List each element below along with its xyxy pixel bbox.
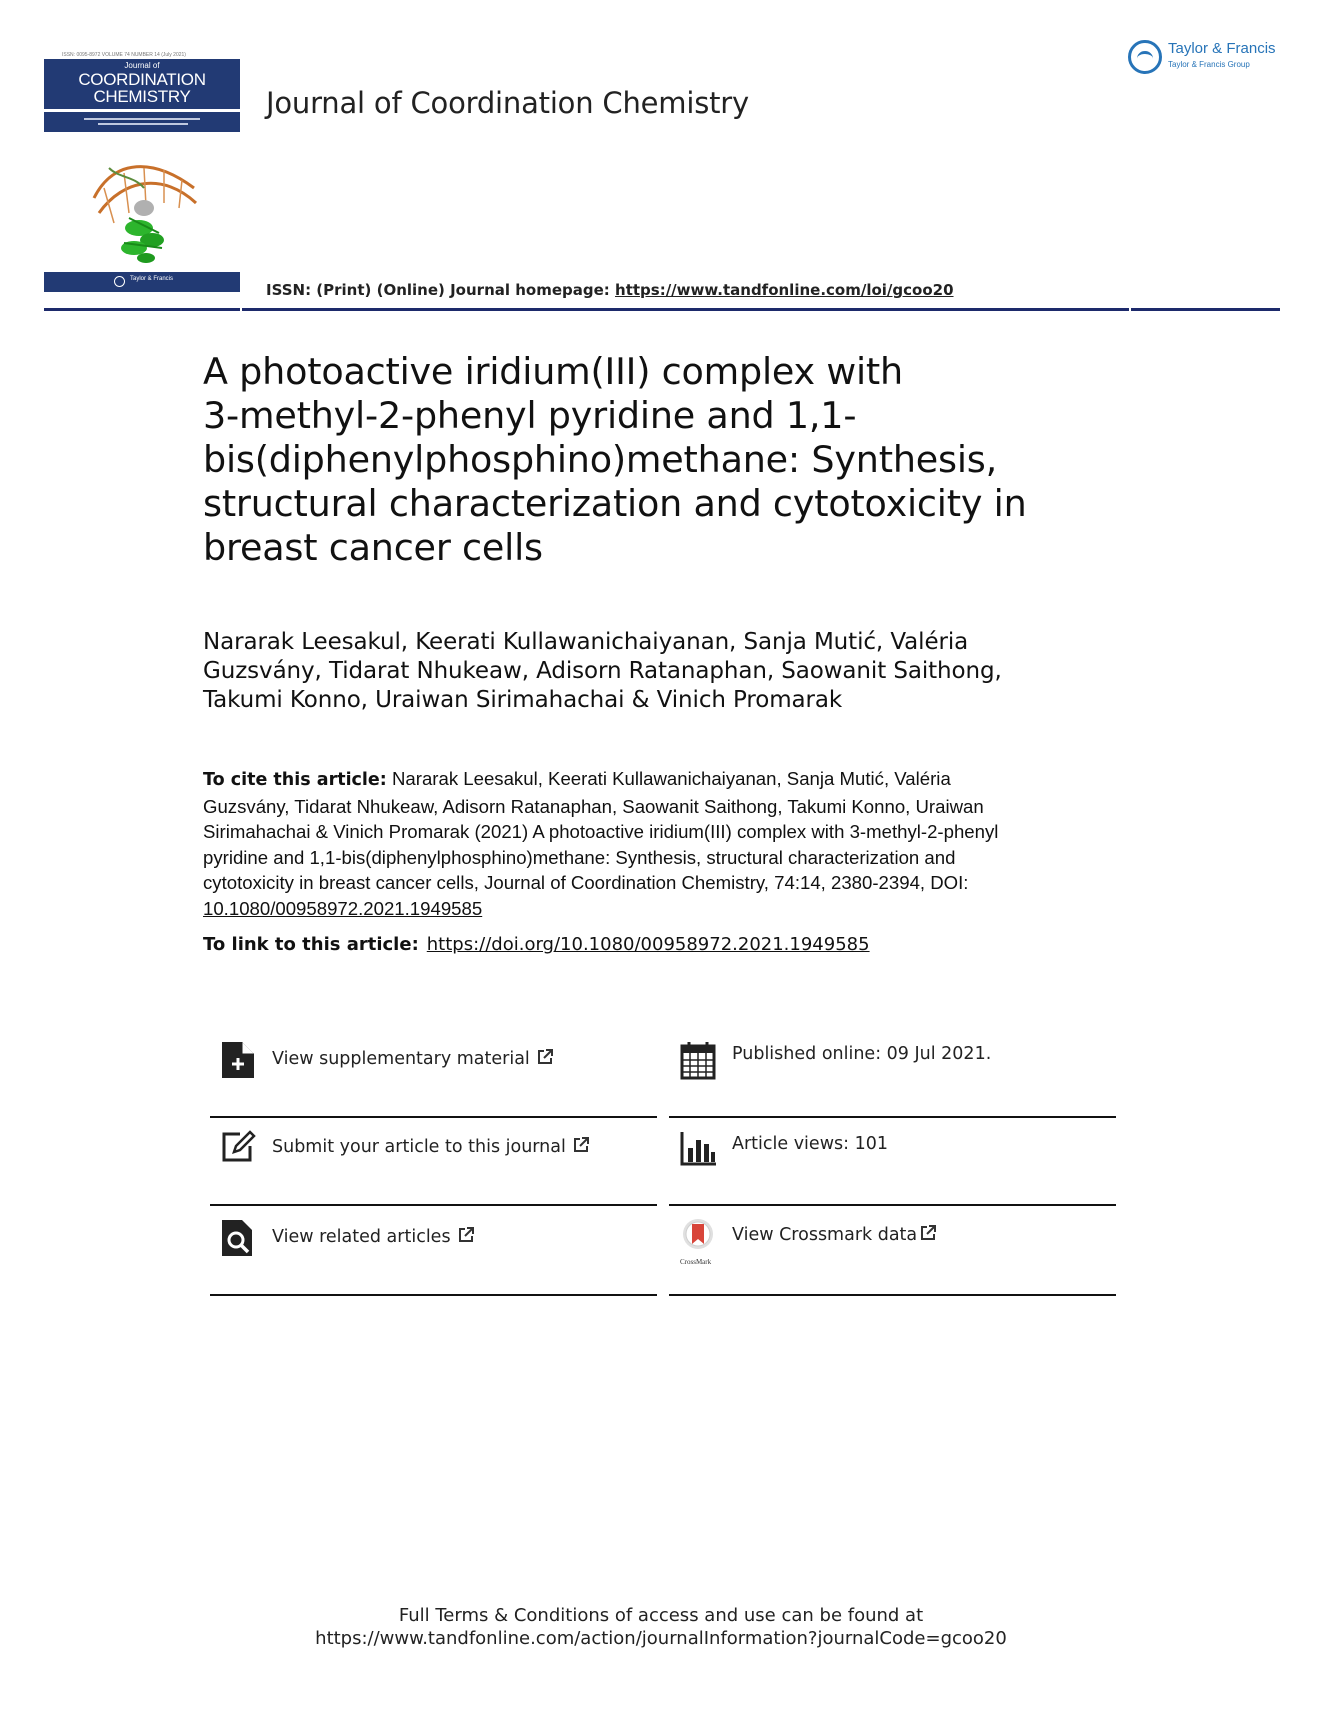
crossmark-label: View Crossmark data — [732, 1225, 918, 1245]
external-link-icon — [536, 1048, 554, 1066]
issn-homepage-line — [266, 281, 954, 299]
issn-text: ISSN: (Print) (Online) Journal homepage: — [266, 281, 616, 299]
external-link-icon — [457, 1226, 475, 1244]
footer-terms-link[interactable]: https://www.tandfonline.com/action/journalInformation?journalCode=gcoo20 — [315, 1628, 1007, 1649]
title-line: A photoactive iridium(III) complex with — [203, 350, 903, 393]
cover-journal-of: Journal of — [124, 61, 160, 70]
views-label: Article views: 101 — [732, 1134, 888, 1154]
link-label: To link to this article: — [203, 934, 419, 955]
cite-line: Sirimahachai & Vinich Promarak (2021) A photoactive iridium(III) complex with 3-methyl-2-phenyl — [203, 821, 999, 842]
calendar-icon — [680, 1040, 716, 1080]
view-crossmark-button[interactable] — [680, 1218, 1100, 1266]
cover-title-band — [44, 59, 240, 109]
molecule-art-icon — [84, 148, 204, 268]
title-line: bis(diphenylphosphino)methane: Synthesis, — [203, 438, 997, 481]
search-document-icon — [220, 1218, 256, 1258]
article-doi-link[interactable]: https://doi.org/10.1080/00958972.2021.1949585 — [426, 934, 870, 955]
bar-chart-icon — [680, 1128, 716, 1168]
title-line: 3-methyl-2-phenyl pyridine and 1,1- — [203, 394, 857, 437]
journal-cover-image — [44, 52, 240, 294]
submit-article-button[interactable] — [220, 1128, 640, 1168]
crossmark-caption: CrossMark — [680, 1258, 712, 1266]
view-related-button[interactable] — [220, 1218, 640, 1258]
cover-subband — [44, 112, 240, 132]
header-rule — [44, 308, 1280, 311]
article-title — [203, 350, 1103, 570]
view-supplementary-button[interactable] — [220, 1040, 640, 1080]
grid-divider — [210, 1116, 657, 1118]
cite-doi-link[interactable]: 10.1080/00958972.2021.1949585 — [203, 897, 483, 919]
published-label: Published online: 09 Jul 2021. — [732, 1044, 992, 1064]
author-line: Takumi Konno, Uraiwan Sirimahachai & Vinich Promarak — [203, 687, 843, 713]
citation-block — [203, 766, 1133, 921]
article-views-info — [680, 1128, 1100, 1168]
footer-line1: Full Terms & Conditions of access and use can be found at — [398, 1605, 924, 1626]
grid-divider — [669, 1116, 1116, 1118]
title-line: structural characterization and cytotoxicity in — [203, 482, 1027, 525]
grid-divider — [210, 1294, 657, 1296]
cite-line: cytotoxicity in breast cancer cells, Journal of Coordination Chemistry, 74:14, 2380-2394, DOI: — [203, 872, 969, 893]
grid-divider — [669, 1204, 1116, 1206]
journal-title: Journal of Coordination Chemistry — [266, 86, 749, 120]
cite-line: Guzsvány, Tidarat Nhukeaw, Adisorn Ratanaphan, Saowanit Saithong, Takumi Konno, Uraiwan — [203, 795, 984, 817]
cover-name-line2: CHEMISTRY — [93, 87, 191, 106]
terms-footer — [0, 1604, 1322, 1650]
grid-divider — [210, 1204, 657, 1206]
cover-name-line1: COORDINATION — [78, 70, 206, 89]
author-list — [203, 628, 1123, 715]
journal-homepage-link[interactable]: https://www.tandfonline.com/loi/gcoo20 — [615, 281, 954, 299]
crossmark-icon — [680, 1218, 716, 1258]
author-line: Nararak Leesakul, Keerati Kullawanichaiyanan, Sanja Mutić, Valéria — [203, 629, 969, 655]
submit-label: Submit your article to this journal — [272, 1137, 566, 1157]
tf-logo-group: Taylor & Francis Group — [1168, 60, 1250, 69]
external-link-icon — [572, 1136, 590, 1154]
related-label: View related articles — [272, 1227, 451, 1247]
edit-icon — [220, 1128, 256, 1168]
cite-line: Nararak Leesakul, Keerati Kullawanichaiyanan, Sanja Mutić, Valéria — [386, 768, 951, 789]
supplementary-label: View supplementary material — [272, 1049, 530, 1069]
published-info — [680, 1040, 1100, 1080]
cover-publisher-text: Taylor & Francis — [130, 276, 174, 282]
cite-line: pyridine and 1,1-bis(diphenylphosphino)methane: Synthesis, structural characterization and — [203, 846, 956, 868]
external-link-icon — [919, 1224, 937, 1242]
author-line: Guzsvány, Tidarat Nhukeaw, Adisorn Ratanaphan, Saowanit Saithong, — [203, 658, 1002, 684]
tf-logo-name: Taylor & Francis — [1168, 40, 1276, 57]
title-line: breast cancer cells — [203, 526, 543, 569]
file-plus-icon — [220, 1040, 256, 1080]
cover-issn-text: ISSN: 0095-8972 VOLUME 74 NUMBER 14 (July 2021) — [62, 52, 186, 58]
cover-publisher-band — [44, 272, 240, 292]
tf-logo-icon — [1128, 40, 1162, 74]
grid-divider — [669, 1294, 1116, 1296]
cite-label: To cite this article: — [203, 770, 387, 790]
taylor-francis-logo[interactable] — [1128, 38, 1288, 78]
article-link-line — [203, 934, 870, 955]
